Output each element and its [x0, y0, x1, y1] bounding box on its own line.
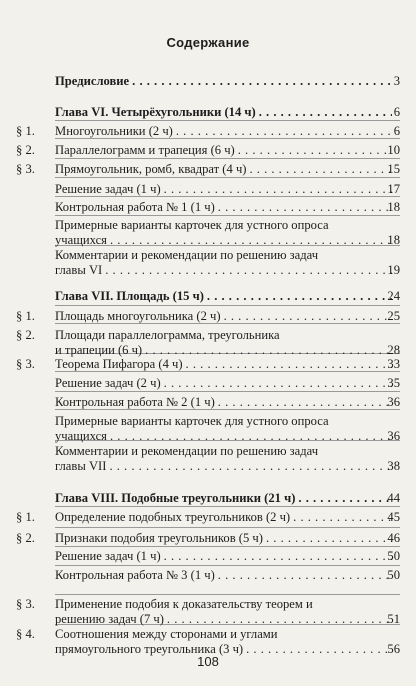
dot-leader — [186, 357, 392, 372]
entry-title: Решение задач (2 ч) — [55, 376, 161, 390]
entry-page-number: 19 — [387, 263, 400, 277]
dot-leader — [293, 510, 392, 525]
entry-title: Параллелограмм и трапеция (6 ч) — [55, 143, 235, 157]
entry-title: главы VI — [55, 263, 103, 277]
row-divider — [55, 120, 400, 121]
entry-page-number: 50 — [387, 568, 400, 582]
row-divider — [55, 391, 400, 392]
section-number: § 3. — [16, 597, 35, 611]
row-divider — [55, 565, 400, 566]
dot-leader — [176, 124, 392, 139]
entry-title: учащихся — [55, 233, 107, 247]
entry-title: Соотношения между сторонами и углами — [55, 627, 278, 641]
entry-title: Теорема Пифагора (4 ч) — [55, 357, 183, 371]
entry-title: Признаки подобия треугольников (5 ч) — [55, 531, 263, 545]
entry-page-number: 6 — [393, 105, 400, 119]
entry-page-number: 25 — [387, 309, 400, 323]
row-divider — [55, 158, 400, 159]
dot-leader — [218, 568, 392, 583]
dot-leader — [105, 263, 392, 278]
section-number: § 2. — [16, 328, 35, 342]
dot-leader — [218, 395, 392, 410]
entry-page-number: 15 — [387, 162, 400, 176]
entry-title: Решение задач (1 ч) — [55, 182, 161, 196]
entry-page-number: 33 — [387, 357, 400, 371]
dot-leader — [238, 143, 392, 158]
entry-page-number: 45 — [387, 510, 400, 524]
row-divider — [55, 506, 400, 507]
entry-title: решению задач (7 ч) — [55, 612, 164, 626]
entry-title: Контрольная работа № 2 (1 ч) — [55, 395, 215, 409]
entry-page-number: 17 — [387, 182, 400, 196]
entry-title: Площадь многоугольника (2 ч) — [55, 309, 221, 323]
entry-title: Глава VI. Четырёхугольники (14 ч) — [55, 105, 256, 119]
entry-title: Прямоугольник, ромб, квадрат (4 ч) — [55, 162, 247, 176]
entry-page-number: 50 — [387, 549, 400, 563]
page-title: Содержание — [166, 35, 250, 50]
row-divider — [55, 527, 400, 528]
entry-page-number: 46 — [387, 531, 400, 545]
entry-page-number: 35 — [387, 376, 400, 390]
dot-leader — [218, 200, 392, 215]
entry-page-number: 51 — [387, 612, 400, 626]
dot-leader — [110, 429, 392, 444]
entry-title: Многоугольники (2 ч) — [55, 124, 173, 138]
page-number: 108 — [197, 654, 219, 669]
row-divider — [55, 305, 400, 306]
dot-leader — [266, 531, 392, 546]
row-divider — [55, 594, 400, 595]
entry-page-number: 36 — [387, 429, 400, 443]
dot-leader — [110, 233, 392, 248]
entry-page-number: 36 — [387, 395, 400, 409]
entry-title: учащихся — [55, 429, 107, 443]
row-divider — [55, 546, 400, 547]
dot-leader — [259, 105, 392, 120]
dot-leader — [207, 289, 392, 304]
entry-title: Глава VII. Площадь (15 ч) — [55, 289, 204, 303]
row-divider — [55, 177, 400, 178]
dot-leader — [164, 376, 392, 391]
dot-leader — [164, 549, 392, 564]
dot-leader — [298, 491, 392, 506]
entry-title: Контрольная работа № 3 (1 ч) — [55, 568, 215, 582]
entry-page-number: 24 — [387, 289, 400, 303]
section-number: § 2. — [16, 143, 35, 157]
entry-title: прямоугольного треугольника (3 ч) — [55, 642, 244, 656]
section-number: § 3. — [16, 162, 35, 176]
dot-leader — [224, 309, 392, 324]
entry-page-number: 3 — [393, 74, 400, 88]
entry-title: Определение подобных треугольников (2 ч) — [55, 510, 291, 524]
entry-page-number: 6 — [393, 124, 400, 138]
entry-title: Примерные варианты карточек для устного опроса — [55, 218, 329, 232]
dot-leader — [145, 343, 392, 358]
dot-leader — [167, 612, 392, 627]
entry-title: Площади параллелограмма, треугольника — [55, 328, 280, 342]
entry-title: Глава VIII. Подобные треугольники (21 ч) — [55, 491, 296, 505]
dot-leader — [132, 74, 392, 89]
entry-title: Предисловие — [55, 74, 130, 88]
dot-leader — [164, 182, 392, 197]
entry-page-number: 18 — [387, 200, 400, 214]
section-number: § 4. — [16, 627, 35, 641]
dot-leader — [109, 459, 392, 474]
entry-title: Решение задач (1 ч) — [55, 549, 161, 563]
entry-title: Контрольная работа № 1 (1 ч) — [55, 200, 215, 214]
entry-title: Примерные варианты карточек для устного опроса — [55, 414, 329, 428]
row-divider — [55, 215, 400, 216]
section-number: § 3. — [16, 357, 35, 371]
section-number: § 2. — [16, 531, 35, 545]
entry-title: главы VII — [55, 459, 107, 473]
entry-page-number: 28 — [387, 343, 400, 357]
entry-title: Комментарии и рекомендации по решению задач — [55, 444, 319, 458]
dot-leader — [249, 162, 392, 177]
entry-title: Применение подобия к доказательству теорем и — [55, 597, 313, 611]
entry-page-number: 56 — [387, 642, 400, 656]
entry-page-number: 44 — [387, 491, 400, 505]
entry-page-number: 10 — [387, 143, 400, 157]
entry-page-number: 18 — [387, 233, 400, 247]
entry-title: Комментарии и рекомендации по решению задач — [55, 248, 319, 262]
section-number: § 1. — [16, 510, 35, 524]
entry-page-number: 38 — [387, 459, 400, 473]
section-number: § 1. — [16, 124, 35, 138]
section-number: § 1. — [16, 309, 35, 323]
entry-title: и трапеции (6 ч) — [55, 343, 143, 357]
